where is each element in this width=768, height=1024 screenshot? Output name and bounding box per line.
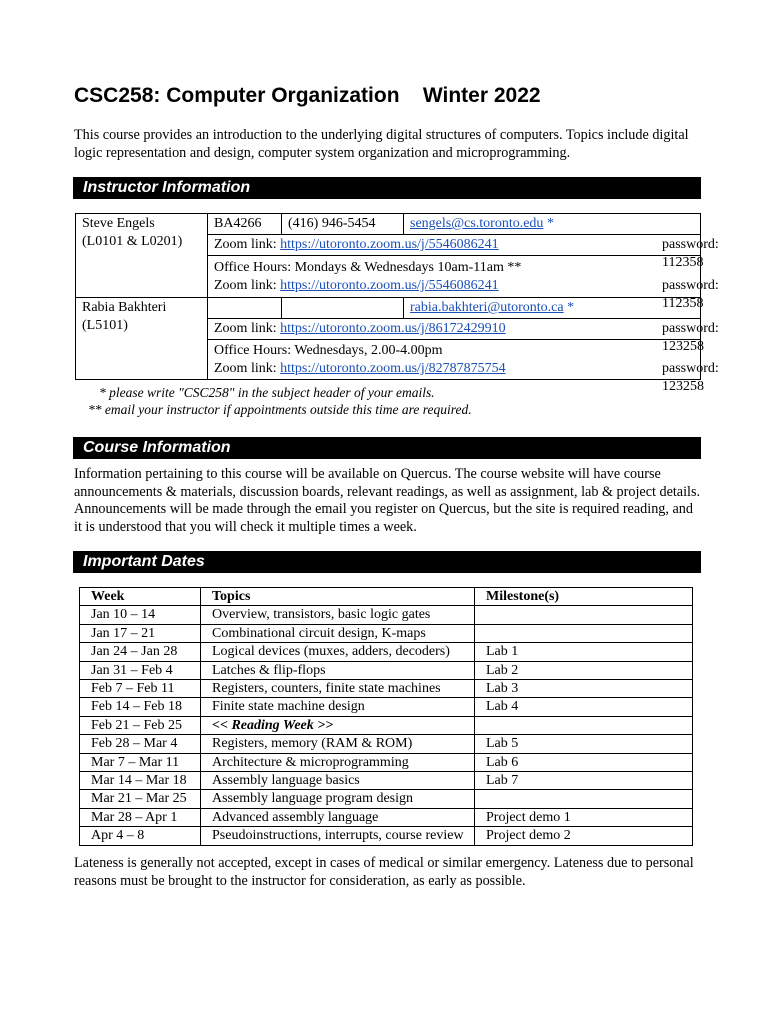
- office-cell: BA4266: [208, 214, 282, 235]
- intro-paragraph: This course provides an introduction to the underlying digital structures of computers. Topics include digital logic representation and design, computer system organization and microprogramming.: [74, 127, 689, 161]
- zoom-password: password: 112358: [662, 237, 719, 270]
- column-header: Milestone(s): [475, 588, 693, 606]
- zoom-password: password: 123258: [662, 321, 719, 354]
- appointment-note: ** email your instructor if appointments outside this time are required.: [88, 402, 472, 417]
- office-hours-password: password: 123258: [662, 361, 719, 394]
- table-row: Mar 21 – Mar 25 Assembly language program design: [80, 790, 693, 808]
- course-info-paragraph: Information pertaining to this course will be available on Quercus. The course website will have course announcements & materials, discussion boards, relevant readings, as well as assignment, lab & project details. Announcements will be made through the email you register on Quercus, but the site is required reading, and it is understood that you will check it multiple times a week.: [74, 466, 701, 535]
- office-hours-zoom-link[interactable]: https://utoronto.zoom.us/j/82787875754: [280, 361, 506, 376]
- email-link[interactable]: rabia.bakhteri@utoronto.ca: [410, 300, 564, 315]
- zoom-cell: Zoom link: https://utoronto.zoom.us/j/5546086241 password: 112358: [208, 235, 701, 256]
- course-section-header: [73, 437, 701, 459]
- instructor-name-cell: [76, 298, 208, 380]
- email-note: * please write "CSC258" in the subject header of your emails.: [99, 385, 435, 400]
- table-row: Mar 7 – Mar 11 Architecture & microprogramming Lab 6: [80, 753, 693, 771]
- office-hours-text: Office Hours: Mondays & Wednesdays 10am-11am **: [214, 260, 522, 275]
- email-cell: sengels@cs.toronto.edu *: [404, 214, 701, 235]
- table-row: Feb 7 – Feb 11 Registers, counters, finite state machines Lab 3: [80, 680, 693, 698]
- section-title: Important Dates: [83, 553, 205, 570]
- section-title: Course Information: [83, 439, 231, 456]
- instructor-section-header: [73, 177, 701, 199]
- instructor-name-cell: [76, 214, 208, 298]
- office-hours-text: Office Hours: Wednesdays, 2.00-4.00pm: [214, 343, 443, 358]
- office-hours-zoom-link[interactable]: https://utoronto.zoom.us/j/5546086241: [280, 278, 499, 293]
- table-row: Jan 31 – Feb 4 Latches & flip-flops Lab 2: [80, 661, 693, 679]
- zoom-link[interactable]: https://utoronto.zoom.us/j/86172429910: [280, 321, 506, 336]
- zoom-link[interactable]: https://utoronto.zoom.us/j/5546086241: [280, 237, 499, 252]
- table-header-row: [80, 588, 693, 606]
- email-link[interactable]: sengels@cs.toronto.edu: [410, 216, 544, 231]
- table-row: Jan 17 – 21 Combinational circuit design, K-maps: [80, 624, 693, 642]
- table-row: Jan 24 – Jan 28 Logical devices (muxes, adders, decoders) Lab 1: [80, 643, 693, 661]
- instructor-sections: (L0101 & L0201): [82, 234, 183, 249]
- office-cell: [208, 298, 282, 319]
- table-row: Apr 4 – 8 Pseudoinstructions, interrupts, course review Project demo 2: [80, 827, 693, 845]
- office-hours-password: password: 112358: [662, 278, 719, 311]
- office-hours-cell: Office Hours: Mondays & Wednesdays 10am-11am ** Zoom link: https://utoronto.zoom.us/j/5546086241 password: 112358: [208, 256, 701, 298]
- section-title: Instructor Information: [83, 179, 251, 196]
- lateness-paragraph: Lateness is generally not accepted, except in cases of medical or similar emergency. Lateness due to personal reasons must be brought to the instructor for consideration, as early as possible.: [74, 855, 694, 889]
- schedule-table: [79, 587, 693, 846]
- table-row: Feb 28 – Mar 4 Registers, memory (RAM & ROM) Lab 5: [80, 735, 693, 753]
- page-title: CSC258: Computer Organization Winter 2022: [74, 84, 541, 107]
- phone-cell: [282, 298, 404, 319]
- dates-section-header: [73, 551, 701, 573]
- instructor-name: Rabia Bakhteri: [82, 300, 167, 315]
- table-row: Mar 14 – Mar 18 Assembly language basics Lab 7: [80, 772, 693, 790]
- office-hours-cell: Office Hours: Wednesdays, 2.00-4.00pm Zoom link: https://utoronto.zoom.us/j/82787875754 password: 123258: [208, 340, 701, 380]
- table-row: Mar 28 – Apr 1 Advanced assembly language Project demo 1: [80, 808, 693, 826]
- phone-cell: (416) 946-5454: [282, 214, 404, 235]
- table-row: [76, 214, 701, 235]
- table-row: Feb 14 – Feb 18 Finite state machine design Lab 4: [80, 698, 693, 716]
- table-row: [76, 298, 701, 319]
- table-row: Jan 10 – 14 Overview, transistors, basic logic gates: [80, 606, 693, 624]
- instructor-sections: (L5101): [82, 318, 128, 333]
- instructor-name: Steve Engels: [82, 216, 155, 231]
- table-row: Feb 21 – Feb 25 << Reading Week >>: [80, 716, 693, 734]
- column-header: Week: [80, 588, 201, 606]
- email-cell: rabia.bakhteri@utoronto.ca *: [404, 298, 701, 319]
- column-header: Topics: [201, 588, 475, 606]
- zoom-cell: Zoom link: https://utoronto.zoom.us/j/86172429910 password: 123258: [208, 319, 701, 340]
